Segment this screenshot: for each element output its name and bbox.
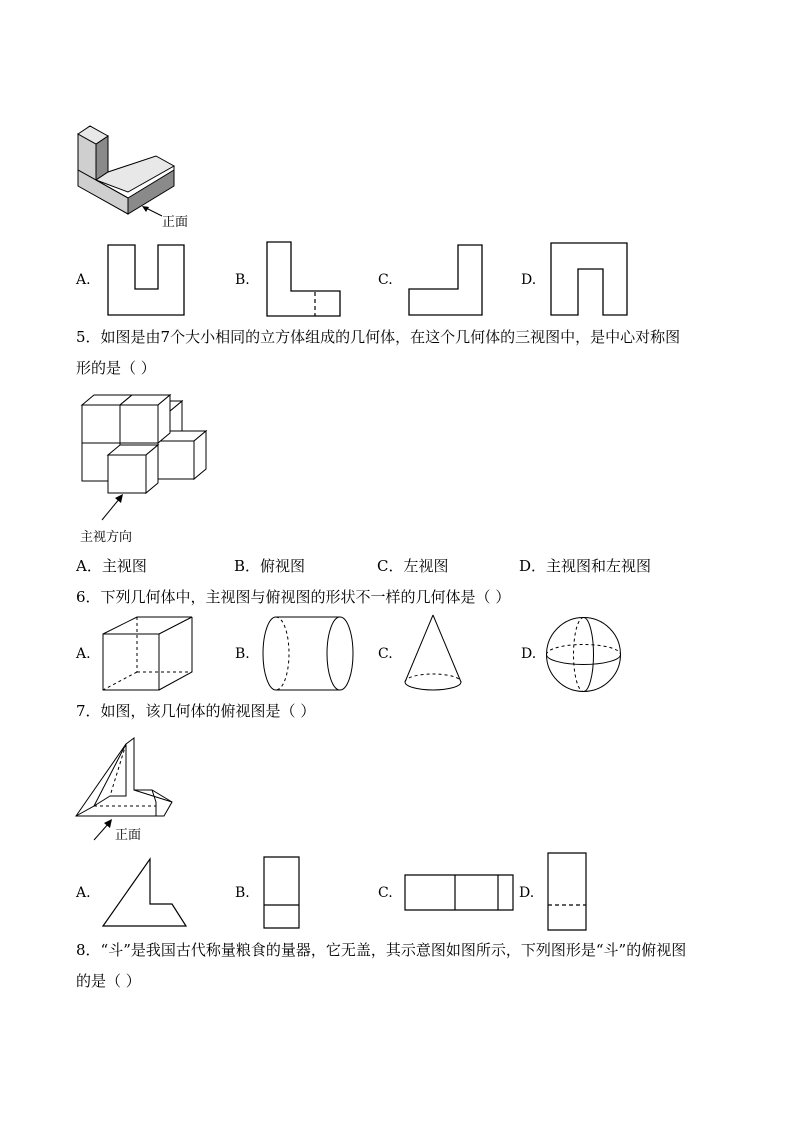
q7-front-label: 正面	[115, 828, 142, 843]
q5-option-d-text: 主视图和左视图	[546, 557, 652, 575]
q5-option-a-letter: A．	[76, 557, 102, 575]
q5-stem-line1: 5．如图是由7个大小相同的立方体组成的几何体，在这个几何体的三视图中，是中心对称图	[76, 328, 681, 346]
q5-option-b[interactable]	[234, 556, 305, 576]
q4-option-a-figure[interactable]	[107, 244, 185, 316]
q7-stem: 7．如图，该几何体的俯视图是（ ）	[76, 702, 316, 720]
q6-option-b-letter[interactable]: B.	[235, 646, 250, 662]
q8-stem-line1: 8．“斗”是我国古代称量粮食的量器，它无盖，其示意图如图所示，下列图形是“斗”的俯视图	[76, 941, 687, 959]
q4-option-d-figure[interactable]	[550, 242, 629, 316]
q8-stem-line2: 的是（ ）	[76, 972, 141, 990]
q7-option-d-figure[interactable]	[547, 852, 589, 932]
q7-option-a-figure[interactable]	[102, 858, 190, 928]
q4-option-a-letter[interactable]: A.	[76, 272, 91, 288]
q6-option-d-sphere[interactable]	[545, 616, 623, 694]
q7-option-b-figure[interactable]	[263, 856, 301, 930]
q5-option-c[interactable]	[377, 556, 449, 576]
q4-option-b-figure[interactable]	[266, 241, 342, 317]
q6-option-c-letter[interactable]: C.	[378, 646, 393, 662]
q7-option-c-figure[interactable]	[404, 874, 516, 912]
q6-option-c-cone[interactable]	[404, 614, 464, 692]
q5-option-d-letter: D．	[519, 557, 547, 575]
q5-cube-solid-figure	[80, 393, 210, 493]
q6-stem: 6．下列几何体中，主视图与俯视图的形状不一样的几何体是（ ）	[76, 588, 511, 606]
q4-solid-figure	[76, 118, 186, 218]
q5-option-c-text: 左视图	[403, 557, 449, 575]
q4-option-c-figure[interactable]	[408, 244, 484, 316]
q5-direction-arrow	[100, 492, 126, 522]
q7-front-arrow	[92, 818, 114, 842]
q4-option-c-letter[interactable]: C.	[378, 272, 393, 288]
q4-option-d-letter[interactable]: D.	[521, 272, 537, 288]
q5-option-c-letter: C．	[377, 557, 404, 575]
q5-option-b-text: 俯视图	[260, 557, 306, 575]
q6-option-b-cylinder[interactable]	[262, 616, 354, 692]
q6-option-a-letter[interactable]: A.	[76, 646, 91, 662]
q7-option-a-letter[interactable]: A.	[76, 885, 91, 901]
q7-solid-figure	[74, 736, 186, 818]
q4-option-b-letter[interactable]: B.	[235, 272, 250, 288]
q4-front-arrow	[140, 204, 164, 218]
q6-option-d-letter[interactable]: D.	[521, 646, 537, 662]
q5-stem-line2: 形的是（ ）	[76, 359, 156, 377]
q5-direction-label: 主视方向	[80, 530, 133, 545]
q5-option-a-text: 主视图	[101, 557, 147, 575]
q7-option-c-letter[interactable]: C.	[378, 885, 393, 901]
q5-option-b-letter: B．	[234, 557, 261, 575]
q6-option-a-cube[interactable]	[102, 616, 194, 692]
q5-option-d[interactable]	[519, 556, 651, 576]
q7-option-d-letter[interactable]: D.	[519, 885, 535, 901]
q7-option-b-letter[interactable]: B.	[235, 885, 250, 901]
q5-option-a[interactable]	[76, 556, 147, 576]
q4-front-label: 正面	[162, 215, 189, 230]
